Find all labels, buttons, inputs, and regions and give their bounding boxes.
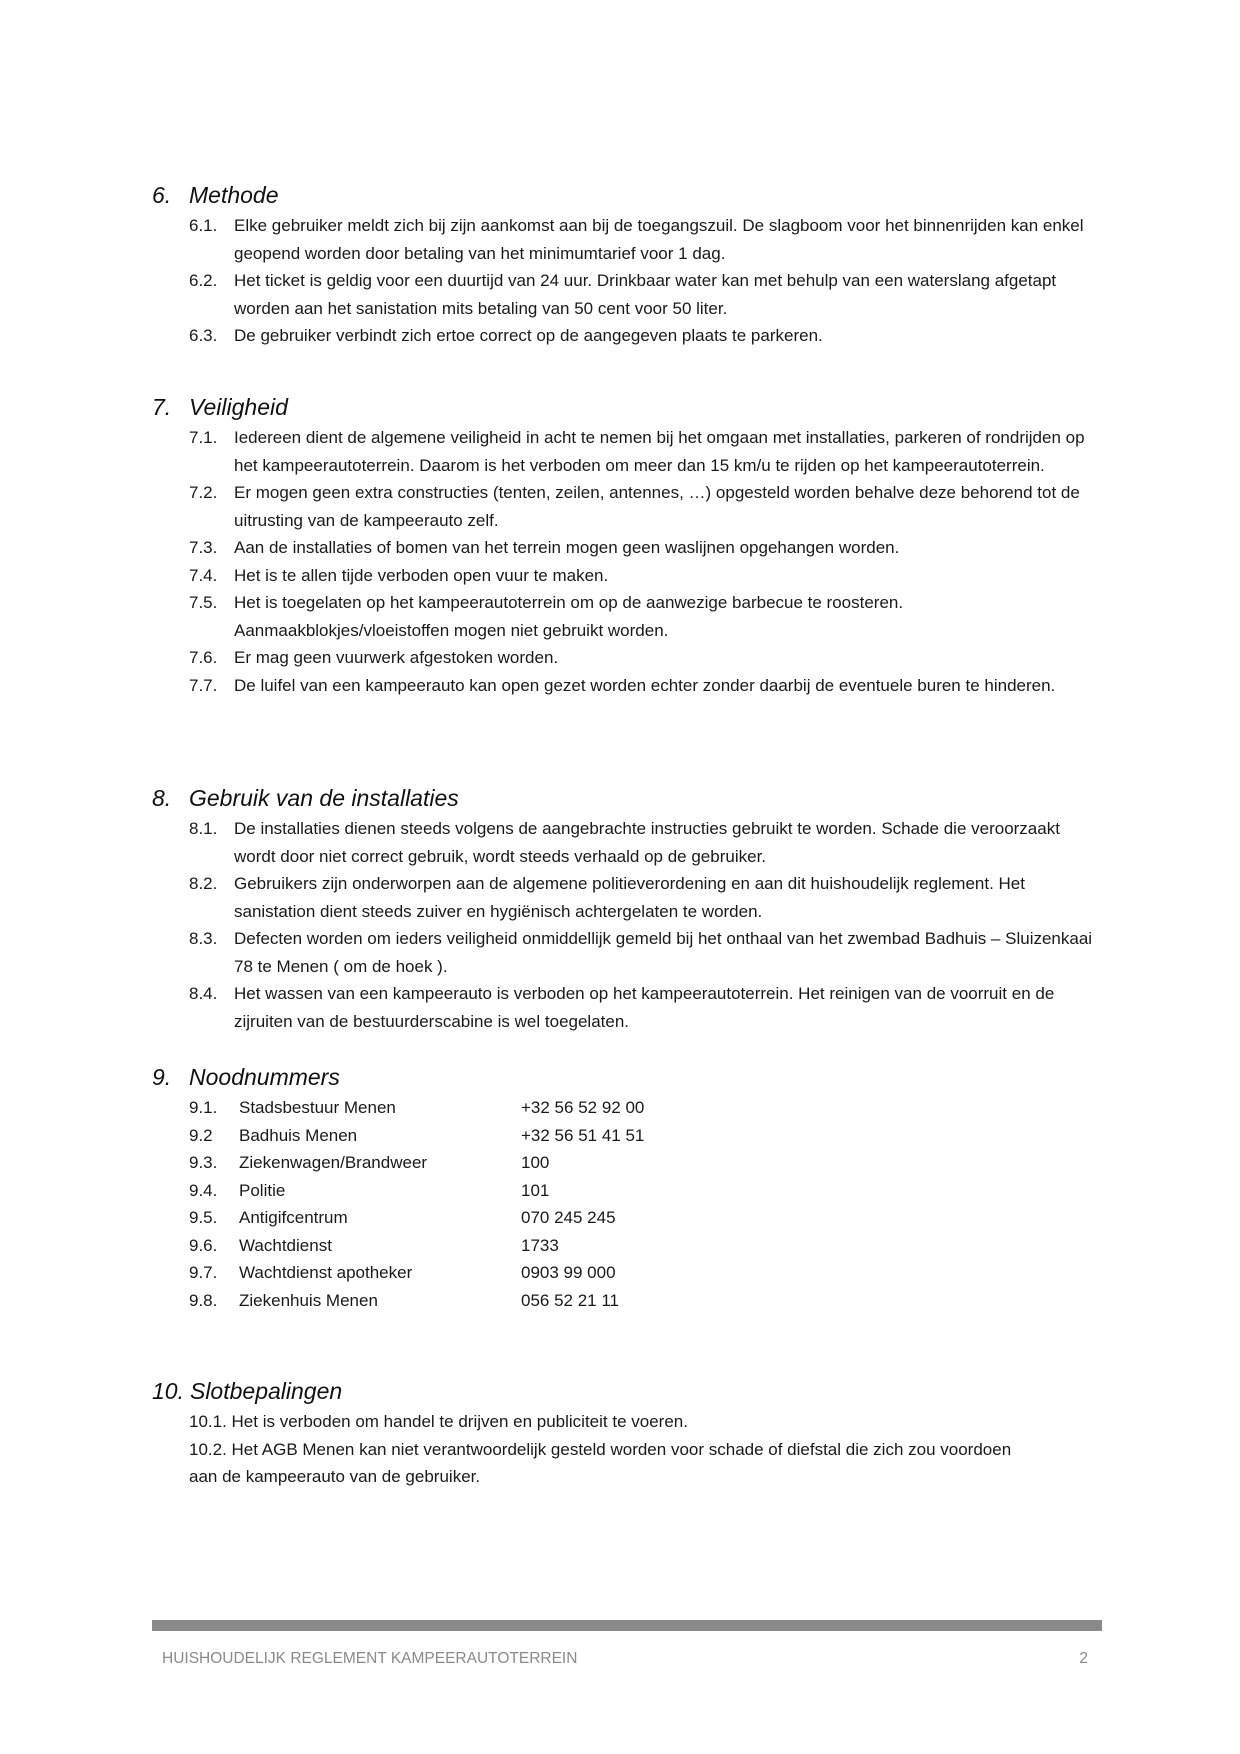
emergency-row — [152, 1149, 1102, 1177]
item-number: 6.1. — [189, 216, 218, 235]
row-number: 9.6. — [189, 1235, 218, 1255]
item-text: De gebruiker verbindt zich ertoe correct op de aangegeven plaats te parkeren. — [234, 326, 823, 345]
item-text: De installaties dienen steeds volgens de aangebrachte instructies gebruikt te worden. Schade die veroorzaakt wordt door niet correct gebruik, wordt steeds verhaald op de gebruiker. — [234, 819, 1060, 866]
emergency-row — [152, 1287, 1102, 1315]
list-item — [152, 644, 1102, 672]
item-text: Elke gebruiker meldt zich bij zijn aankomst aan bij de toegangszuil. De slagboom voor het binnenrijden kan enkel geopend worden door betaling van het minimumtarief voor 1 dag. — [234, 216, 1084, 263]
list-item — [152, 980, 1102, 1035]
emergency-row — [152, 1122, 1102, 1150]
item-number: 7.4. — [189, 565, 218, 585]
list-item — [152, 589, 1102, 644]
section-heading — [152, 394, 1102, 424]
item-number: 7.7. — [189, 675, 218, 695]
phone-number: 070 245 245 — [521, 1208, 616, 1227]
phone-number: 100 — [521, 1153, 550, 1172]
page-footer — [162, 1650, 1088, 1668]
phone-number: +32 56 52 92 00 — [521, 1098, 645, 1117]
list-item — [152, 672, 1102, 700]
section-number: 6. — [152, 182, 172, 208]
item-text: Er mogen geen extra constructies (tenten, zeilen, antennes, …) opgesteld worden behalve deze behorend tot de uitrusting van de kampeerauto zelf. — [234, 483, 1080, 530]
section-title: Slotbepalingen — [189, 1378, 343, 1404]
row-number: 9.5. — [189, 1208, 218, 1227]
item-text: Het wassen van een kampeerauto is verboden op het kampeerautoterrein. Het reinigen van de voorruit en de zijruiten van de bestuurderscabine is wel toegelaten. — [234, 984, 1055, 1031]
section-heading — [152, 182, 1102, 212]
contact-name: Wachtdienst — [239, 1235, 332, 1255]
section-noodnummers — [152, 1064, 1102, 1314]
section-heading — [152, 1064, 1102, 1094]
item-number: 7.2. — [189, 483, 218, 502]
item-number: 6.2. — [189, 271, 218, 290]
section-title: Gebruik van de installaties — [189, 785, 459, 811]
section-slotbepalingen — [152, 1378, 1102, 1491]
item-text: Defecten worden om ieders veiligheid onmiddellijk gemeld bij het onthaal van het zwembad Badhuis – Sluizenkaai 78 te Menen ( om de hoek ). — [234, 929, 1093, 976]
section-methode — [152, 182, 1102, 350]
row-number: 9.2 — [189, 1125, 213, 1145]
contact-name: Stadsbestuur Menen — [239, 1098, 396, 1117]
list-item — [152, 925, 1102, 980]
phone-number: 101 — [521, 1180, 550, 1200]
section-veiligheid — [152, 394, 1102, 699]
section-number: 8. — [152, 785, 172, 811]
list-item — [152, 424, 1102, 479]
item-number: 8.3. — [189, 929, 218, 948]
contact-name: Politie — [239, 1180, 286, 1200]
item-number: 8.4. — [189, 984, 218, 1003]
emergency-row — [152, 1094, 1102, 1122]
section-title: Veiligheid — [189, 394, 288, 420]
list-item — [152, 212, 1102, 267]
phone-number: 1733 — [521, 1235, 559, 1255]
list-item — [152, 562, 1102, 590]
section-gebruik-installaties — [152, 785, 1102, 1035]
item-text: Er mag geen vuurwerk afgestoken worden. — [234, 648, 559, 667]
row-number: 9.7. — [189, 1263, 218, 1282]
section-heading — [152, 1378, 1102, 1408]
section-number: 9. — [152, 1064, 172, 1090]
row-number: 9.4. — [189, 1180, 218, 1200]
final-line: 10.1. Het is verboden om handel te drijven en publiciteit te voeren. — [189, 1412, 688, 1431]
section-heading — [152, 785, 1102, 815]
contact-name: Ziekenwagen/Brandweer — [239, 1153, 428, 1172]
item-number: 6.3. — [189, 326, 218, 345]
contact-name: Antigifcentrum — [239, 1208, 348, 1227]
emergency-row — [152, 1232, 1102, 1260]
list-item — [152, 479, 1102, 534]
emergency-row — [152, 1177, 1102, 1205]
item-number: 8.1. — [189, 819, 218, 838]
item-text: Aan de installaties of bomen van het terrein mogen geen waslijnen opgehangen worden. — [234, 538, 900, 557]
footer-title: HUISHOUDELIJK REGLEMENT KAMPEERAUTOTERREIN — [162, 1650, 578, 1667]
item-number: 7.1. — [189, 428, 218, 447]
contact-name: Ziekenhuis Menen — [239, 1290, 378, 1310]
section-number: 10. — [152, 1378, 184, 1404]
contact-name: Badhuis Menen — [239, 1125, 358, 1145]
section-title: Methode — [189, 182, 279, 208]
item-text: Het is toegelaten op het kampeerautoterrein om op de aanwezige barbecue te roosteren. Aanmaakblokjes/vloeistoffen mogen niet gebruikt worden. — [234, 593, 904, 640]
item-text: Gebruikers zijn onderworpen aan de algemene politieverordening en aan dit huishoudelijk reglement. Het sanistation dient steeds zuiver en hygiënisch achtergelaten te worden. — [234, 874, 1025, 921]
list-item — [152, 815, 1102, 870]
item-number: 8.2. — [189, 874, 218, 893]
page-number: 2 — [1079, 1650, 1088, 1667]
list-item — [152, 534, 1102, 562]
footer-divider — [152, 1620, 1102, 1631]
emergency-row — [152, 1204, 1102, 1232]
emergency-row — [152, 1259, 1102, 1287]
phone-number: 056 52 21 11 — [521, 1290, 619, 1310]
list-item — [152, 870, 1102, 925]
section-title: Noodnummers — [189, 1064, 340, 1090]
phone-number: 0903 99 000 — [521, 1263, 616, 1282]
item-number: 7.5. — [189, 593, 218, 612]
final-line: 10.2. Het AGB Menen kan niet verantwoordelijk gesteld worden voor schade of diefstal die zich zou voordoen aan de kampeerauto van de gebruiker. — [189, 1439, 1012, 1486]
item-text: Iedereen dient de algemene veiligheid in acht te nemen bij het omgaan met installaties, parkeren of rondrijden op het kampeerautoterrein. Daarom is het verboden om meer dan 15 km/u te rijden op het kampeerautoterrein. — [234, 428, 1085, 475]
contact-name: Wachtdienst apotheker — [239, 1263, 413, 1282]
phone-number: +32 56 51 41 51 — [521, 1125, 645, 1145]
row-number: 9.1. — [189, 1098, 218, 1117]
item-number: 7.3. — [189, 538, 218, 557]
item-text: Het is te allen tijde verboden open vuur te maken. — [234, 565, 609, 585]
row-number: 9.3. — [189, 1153, 218, 1172]
list-item — [152, 322, 1102, 350]
item-text: Het ticket is geldig voor een duurtijd van 24 uur. Drinkbaar water kan met behulp van een waterslang afgetapt worden aan het sanistation mits betaling van 50 cent voor 50 liter. — [234, 271, 1057, 318]
list-item — [152, 267, 1102, 322]
item-text: De luifel van een kampeerauto kan open gezet worden echter zonder daarbij de eventuele buren te hinderen. — [234, 675, 1056, 695]
row-number: 9.8. — [189, 1290, 218, 1310]
section-number: 7. — [152, 394, 172, 420]
item-number: 7.6. — [189, 648, 218, 667]
